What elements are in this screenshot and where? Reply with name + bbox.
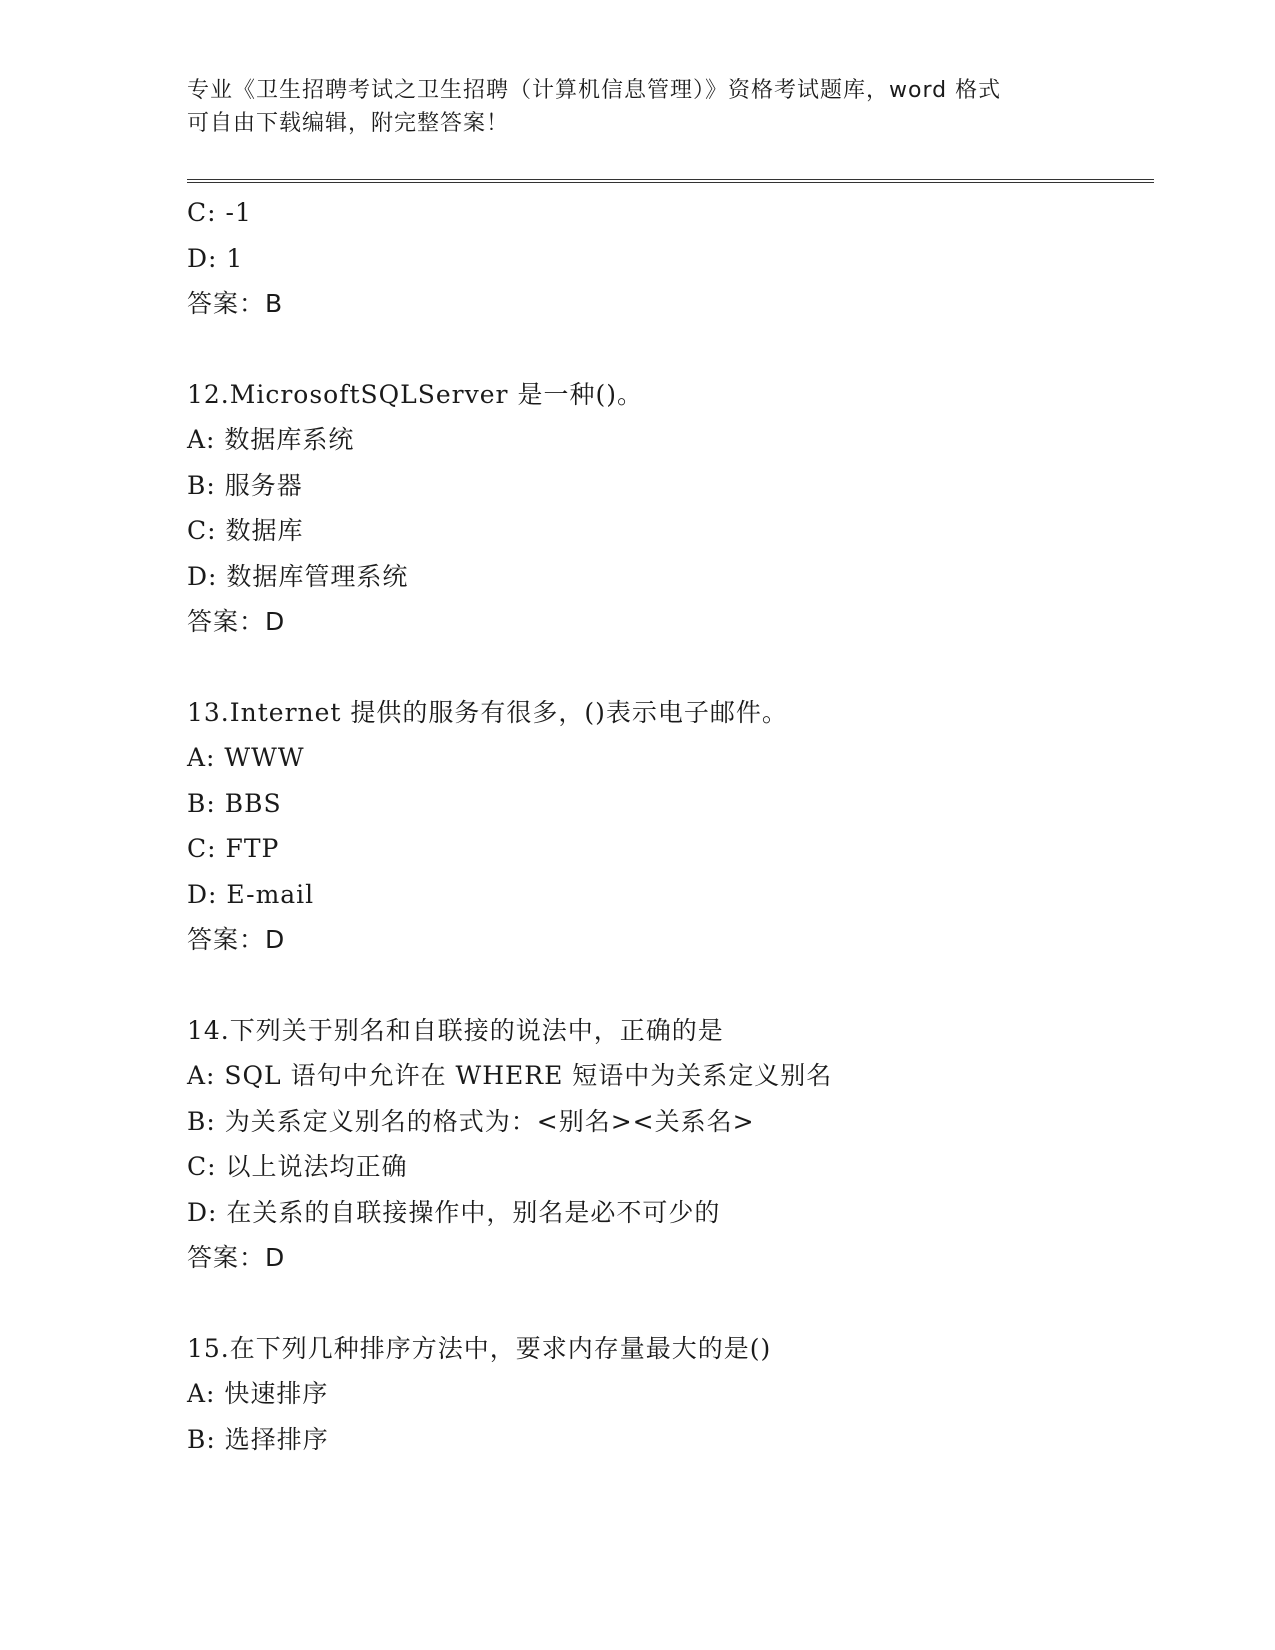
- answer-line: 答案：D: [187, 1243, 286, 1272]
- header-line-2: 可自由下载编辑，附完整答案！: [187, 111, 510, 136]
- question-14: [187, 1008, 1147, 1281]
- option-d: D: 数据库管理系统: [187, 561, 409, 591]
- option-c: C: -1: [187, 198, 252, 227]
- answer-line: 答案：D: [187, 925, 286, 954]
- question-list: [187, 190, 1147, 1462]
- header-divider: [187, 179, 1154, 183]
- option-b: B: BBS: [187, 788, 282, 818]
- question-13: [187, 690, 1147, 963]
- option-d: D: E-mail: [187, 879, 315, 909]
- option-d: D: 1: [187, 243, 244, 273]
- option-d: D: 在关系的自联接操作中，别名是必不可少的: [187, 1197, 721, 1227]
- answer-line: 答案：D: [187, 607, 286, 636]
- option-a: A: SQL 语句中允许在 WHERE 短语中为关系定义别名: [187, 1061, 833, 1090]
- option-b: B: 选择排序: [187, 1424, 329, 1454]
- document-header: [187, 74, 1087, 140]
- question-partial: [187, 190, 1147, 327]
- question-stem: 15.在下列几种排序方法中，要求内存量最大的是(): [187, 1333, 772, 1363]
- option-c: C: 以上说法均正确: [187, 1152, 408, 1181]
- option-a: A: 快速排序: [187, 1379, 329, 1408]
- option-b: B: 服务器: [187, 470, 303, 500]
- question-gap: [187, 327, 1147, 372]
- question-gap: [187, 645, 1147, 690]
- option-b: B: 为关系定义别名的格式为：<别名><关系名>: [187, 1106, 755, 1136]
- question-stem: 12.MicrosoftSQLServer 是一种()。: [187, 379, 643, 409]
- question-12: [187, 372, 1147, 645]
- option-c: C: FTP: [187, 834, 280, 863]
- header-line-1: 专业《卫生招聘考试之卫生招聘（计算机信息管理）》资格考试题库，word 格式: [187, 78, 1002, 103]
- answer-line: 答案：B: [187, 289, 284, 318]
- question-gap: [187, 963, 1147, 1008]
- question-stem: 14.下列关于别名和自联接的说法中，正确的是: [187, 1015, 724, 1045]
- question-15: [187, 1326, 1147, 1463]
- option-a: A: WWW: [187, 743, 305, 772]
- option-c: C: 数据库: [187, 516, 304, 545]
- question-stem: 13.Internet 提供的服务有很多，()表示电子邮件。: [187, 697, 788, 727]
- option-a: A: 数据库系统: [187, 425, 355, 454]
- question-gap: [187, 1281, 1147, 1326]
